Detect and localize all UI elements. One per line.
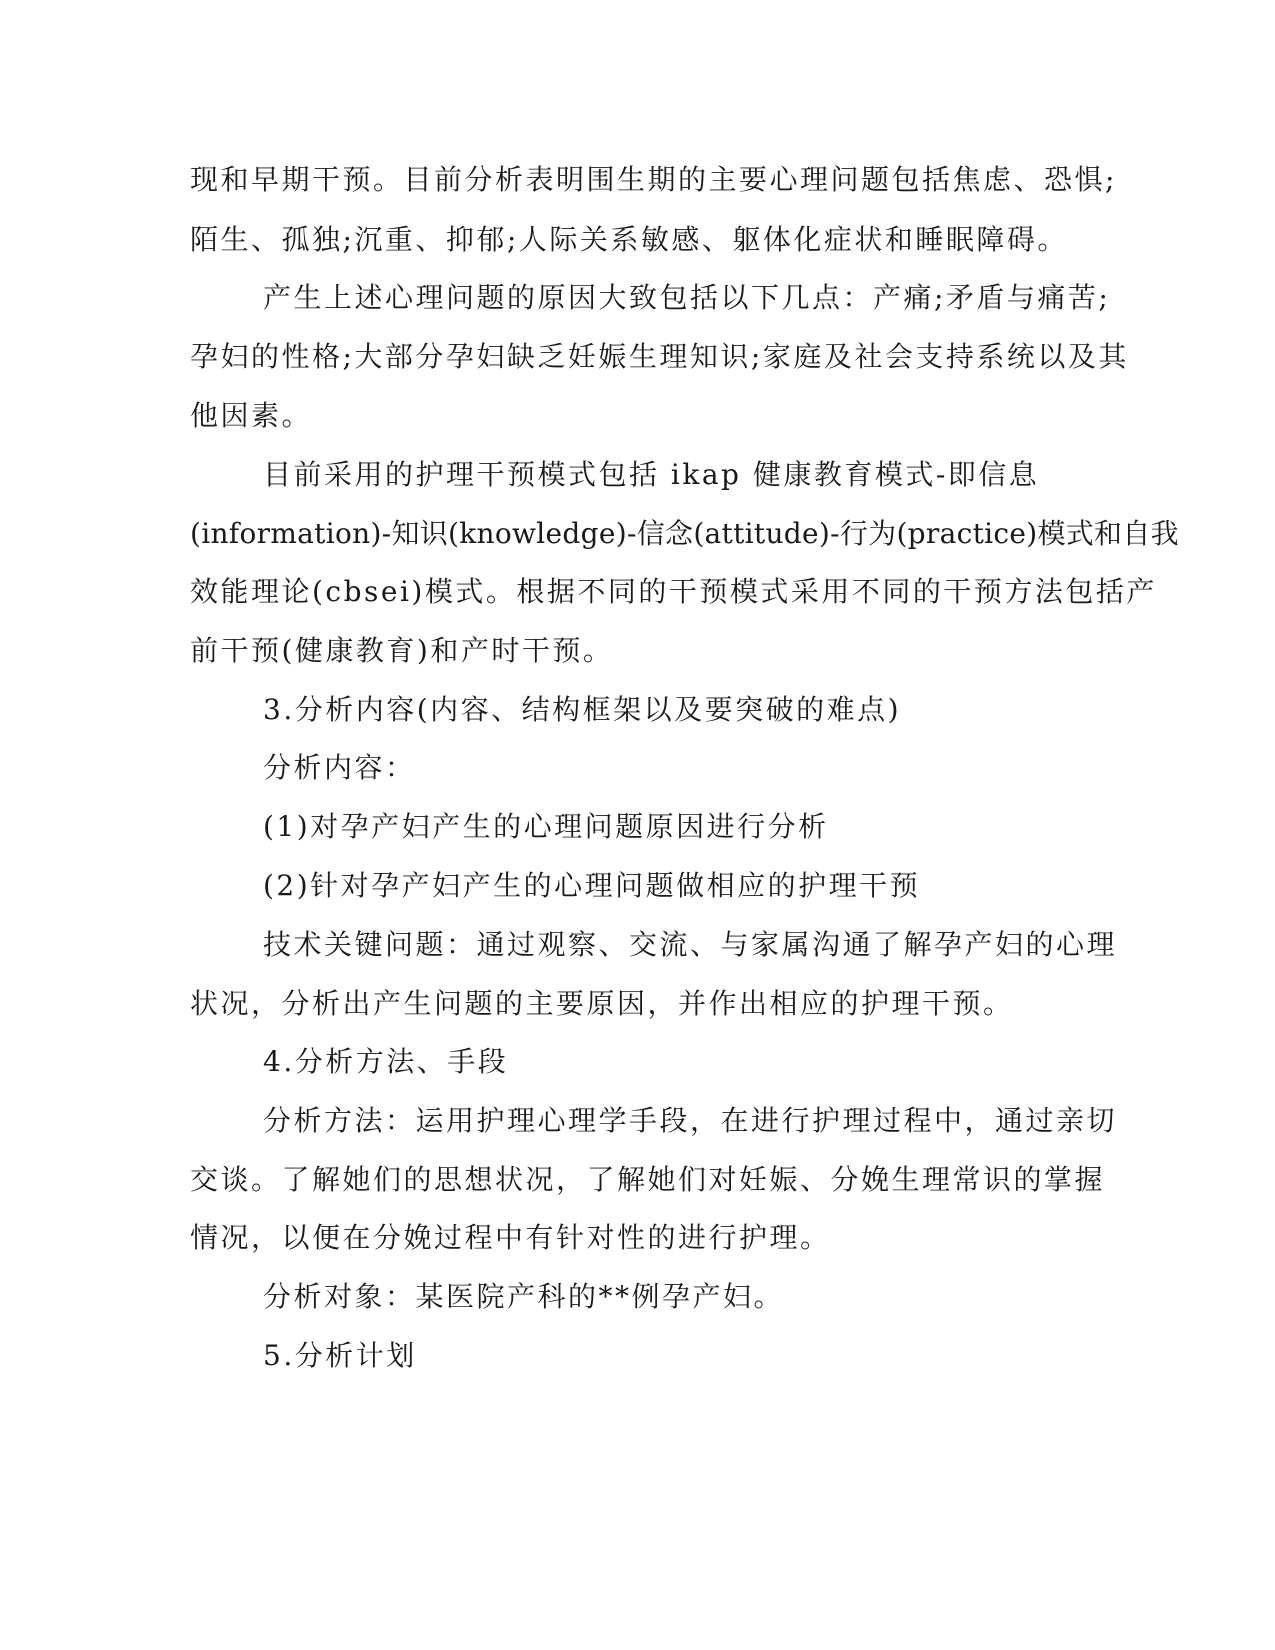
text-line-9: 前干预(健康教育)和产时干预。 [190,634,614,667]
text-line-11: 分析内容： [263,751,416,784]
text-line-19: 情况，以便在分娩过程中有针对性的进行护理。 [190,1221,831,1254]
text-line-5: 他因素。 [190,399,313,432]
list-item-1: (1)对孕产妇产生的心理问题原因进行分析 [263,810,829,843]
section-heading-3: 3.分析内容(内容、结构框架以及要突破的难点) [263,693,902,726]
text-line-14: 技术关键问题：通过观察、交流、与家属沟通了解孕产妇的心理 [263,928,1118,961]
text-line-6: 目前采用的护理干预模式包括 ikap 健康教育模式-即信息 [263,458,1040,491]
list-item-2: (2)针对孕产妇产生的心理问题做相应的护理干预 [263,869,921,902]
text-line-3: 产生上述心理问题的原因大致包括以下几点：产痛;矛盾与痛苦; [263,281,1111,314]
text-line-4: 孕妇的性格;大部分孕妇缺乏妊娠生理知识;家庭及社会支持系统以及其 [190,340,1129,373]
text-line-7: (information)-知识(knowledge)-信念(attitude)-行为(practice)模式和自我 [190,517,1179,550]
section-heading-4: 4.分析方法、手段 [263,1045,509,1078]
text-line-2: 陌生、孤独;沉重、抑郁;人际关系敏感、躯体化症状和睡眠障碍。 [190,223,1068,256]
section-heading-5: 5.分析计划 [263,1339,417,1372]
text-line-20: 分析对象：某医院产科的**例孕产妇。 [263,1280,785,1313]
text-line-17: 分析方法：运用护理心理学手段，在进行护理过程中，通过亲切 [263,1104,1118,1137]
text-line-15: 状况，分析出产生问题的主要原因，并作出相应的护理干预。 [190,987,1014,1020]
text-line-18: 交谈。了解她们的思想状况，了解她们对妊娠、分娩生理常识的掌握 [190,1163,1106,1196]
text-line-1: 现和早期干预。目前分析表明围生期的主要心理问题包括焦虑、恐惧; [190,163,1117,196]
text-line-8: 效能理论(cbsei)模式。根据不同的干预模式采用不同的干预方法包括产 [190,575,1157,608]
